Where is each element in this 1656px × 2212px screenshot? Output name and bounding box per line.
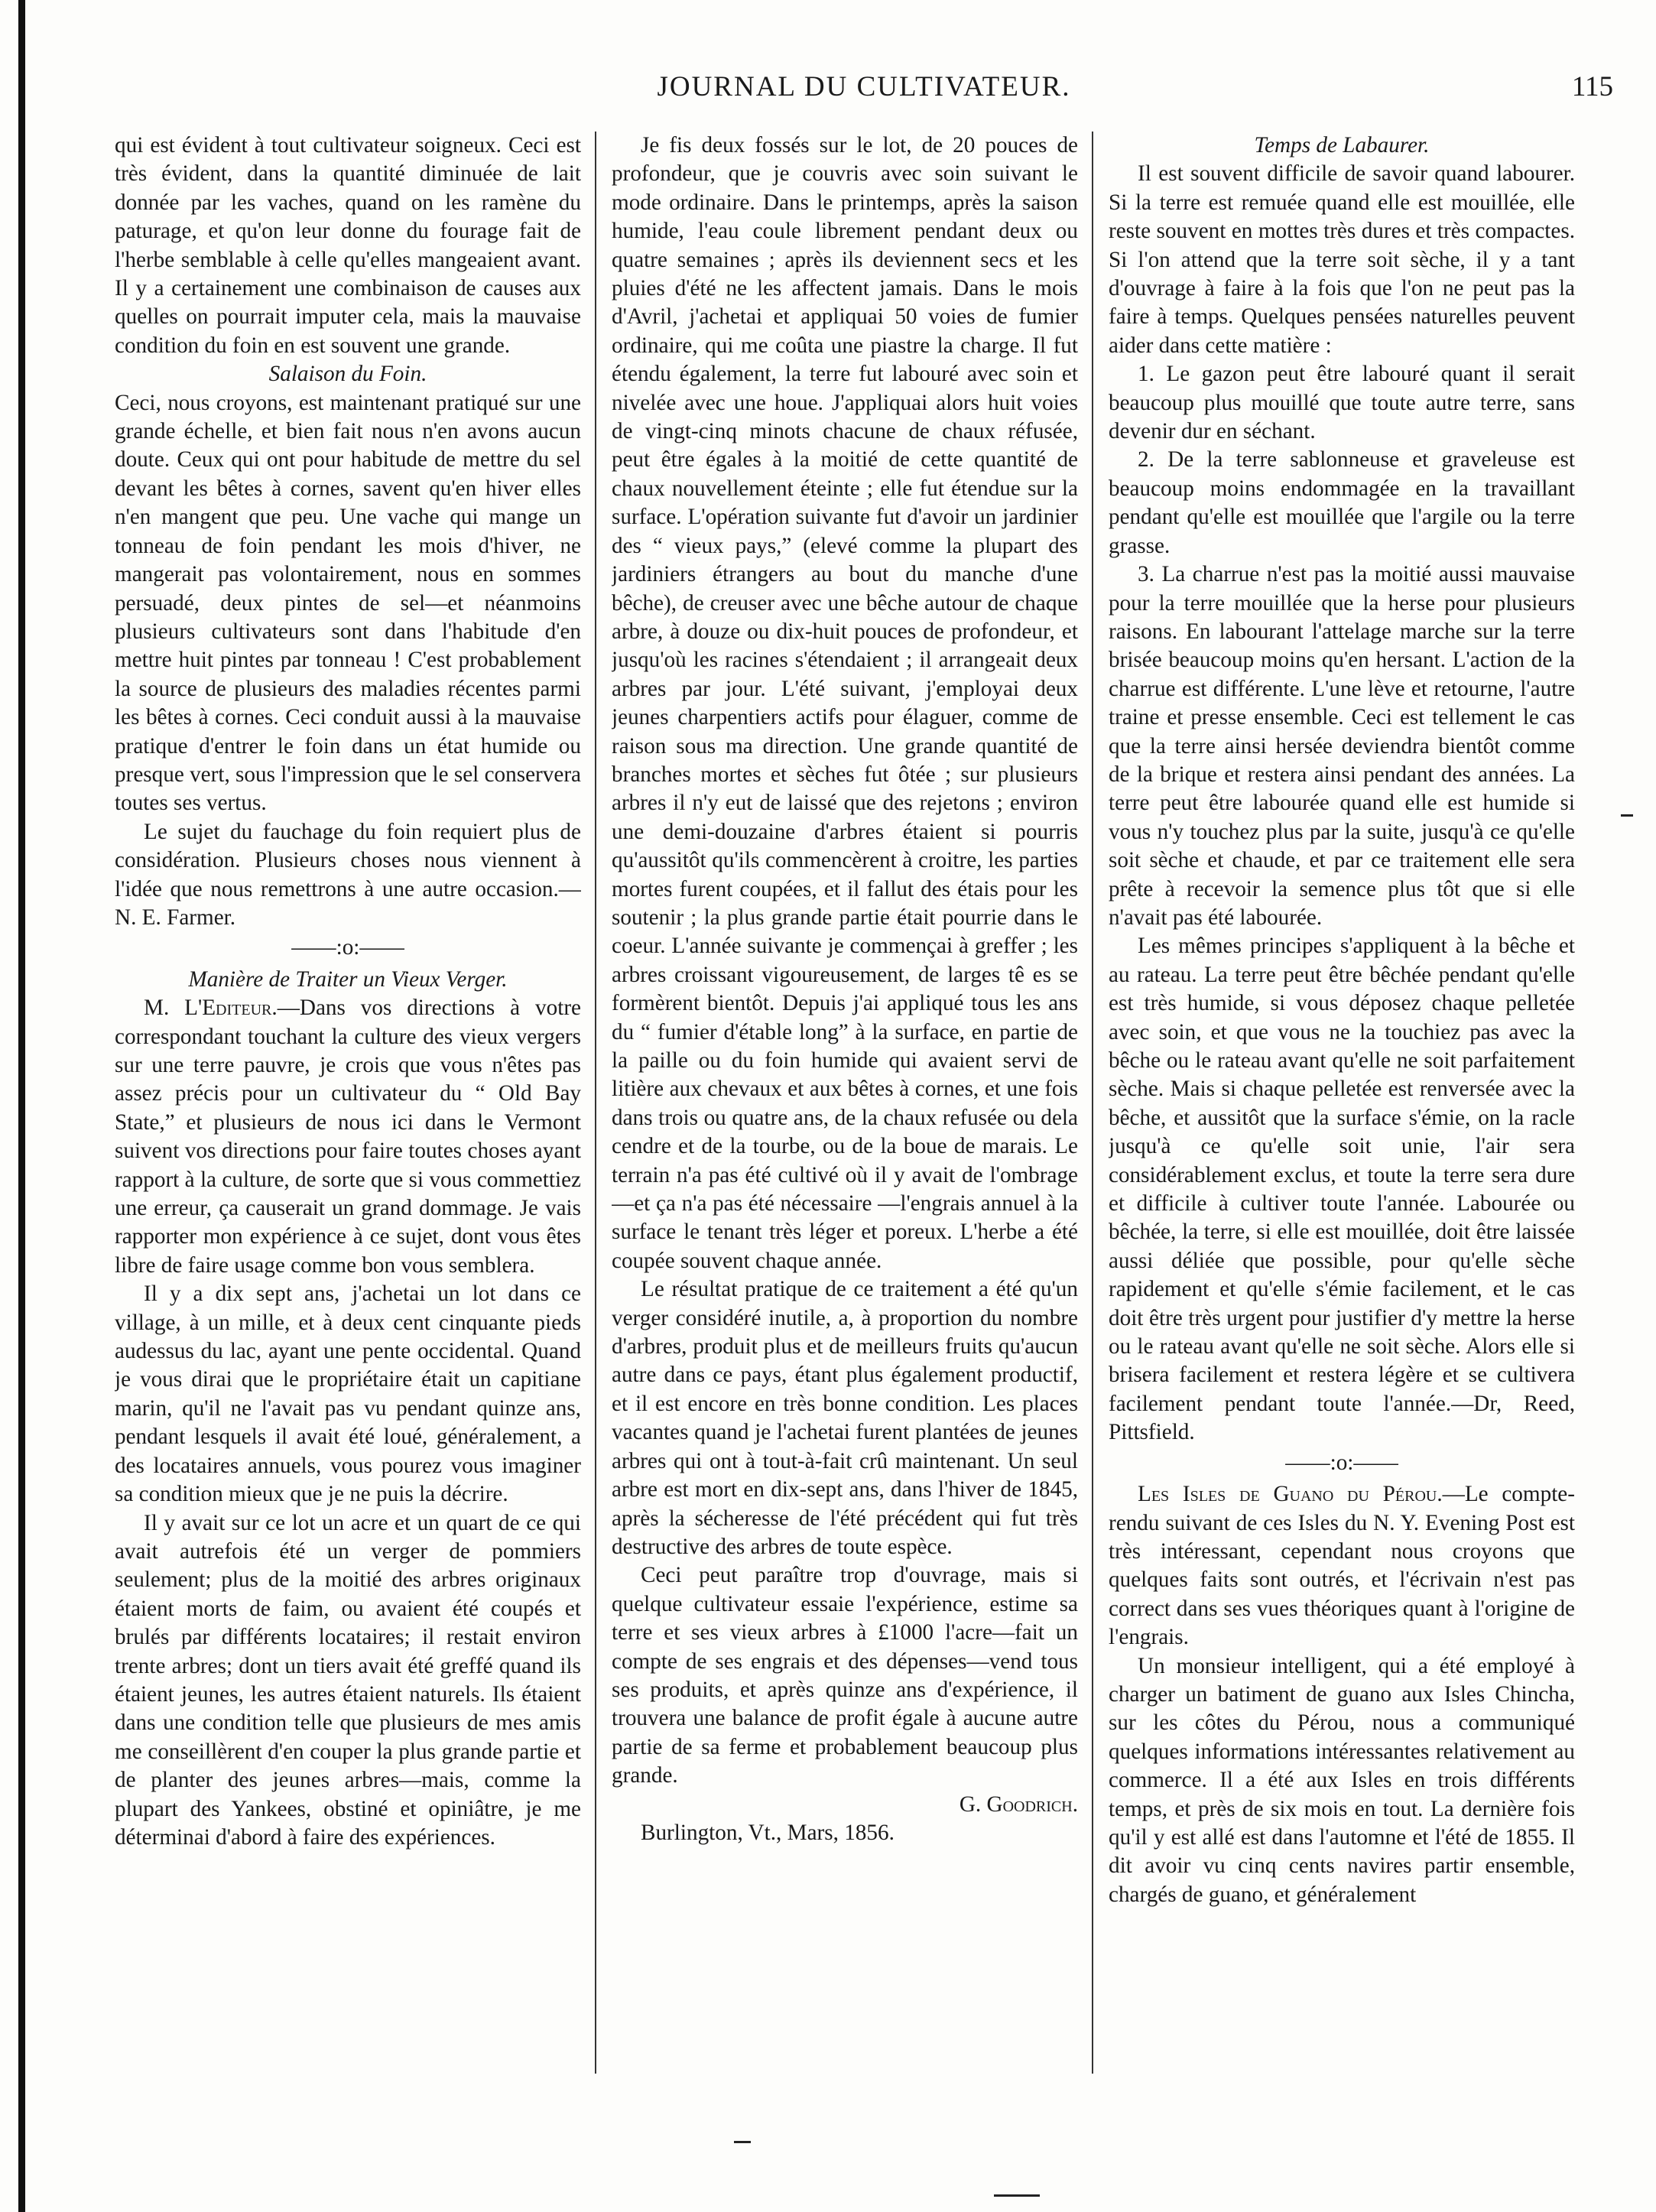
paragraph: Il y avait sur ce lot un acre et un quart de ce qui avait autrefois été un verger de pommiers seulement; plus de la moitié des arbres originaux étaient morts de faim, ou avaient été coupés et brulés par différents locataires; il restait environ trente arbres; dont un tiers avait été greffé quand ils étaient jeunes, les autres étaient naturels. Ils étaient dans une condition telle que plusieurs de mes amis me conseillèrent d'en couper la plus grande partie et de planter des jeunes arbres—mais, comme la plupart des Yankees, obstiné et opiniâtre, je me déterminai d'abord à faire des expériences. — [115, 1510, 581, 1850]
binding-edge — [18, 0, 25, 2212]
ink-mark — [1621, 814, 1633, 817]
page-header — [115, 67, 1613, 106]
column-middle — [612, 132, 1078, 2135]
paragraph: 1. Le gazon peut être labouré quant il serait beaucoup plus mouillé que toute autre terre, sans devenir dur en séchant. — [1109, 362, 1575, 444]
section-heading: Salaison du Foin. — [268, 362, 427, 387]
paragraph-text: —Dans vos directions à votre correspondant touchant la culture des vieux vergers sur une terre pauvre, je crois que vous n'êtes pas assez précis pour un cultivateur du “ Old Bay State,” et plusieurs de nous ici dans le Vermont suivent vos directions pour faire toutes choses ayant rapport à la culture, de sorte que si vous commettiez une erreur, ça causerait un grand dommage. Je vais rapporter mon expérience à ce sujet, dont vous êtes libre de faire usage comme bon vous semblera. — [115, 996, 581, 1278]
separator: ——:o:—— — [1285, 1450, 1398, 1475]
signature — [612, 1791, 1078, 1819]
article-paragraph — [1109, 1480, 1575, 1652]
paragraph: qui est évident à tout cultivateur soigneux. Ceci est très évident, dans la quantité diminuée de lait donnée par les vaches, quand on les ramène du paturage, et qu'on leur donne du fourage fait de l'herbe semblable à celle qu'elles mangeaient avant. Il y a certainement une combinaison de causes aux quelles on pourrait imputer cela, mais la mauvaise condition du foin en est souvent une grande. — [115, 133, 581, 358]
paragraph: 3. La charrue n'est pas la moitié aussi mauvaise pour la terre mouillée que la herse pour plusieurs raisons. En labourant l'attelage marche sur la terre brisée beaucoup moins qu'en hersant. L'action de la charrue est différente. L'une lève et retourne, l'autre traine et presse ensemble. Ceci est tellement le cas que la terre ainsi hersée deviendra bientôt comme de la brique et restera ainsi pendant des années. La terre peut être labourée quand elle est humide si vous n'y touchez plus par la suite, jusqu'à ce qu'elle soit sèche et chaude, et par ce traitement elle sera prête à recevoir la semence plus tôt que si elle n'avait pas été labourée. — [1109, 562, 1575, 930]
dateline: Burlington, Vt., Mars, 1856. — [641, 1820, 895, 1845]
column-right — [1109, 132, 1575, 2135]
paragraph: Je fis deux fossés sur le lot, de 20 pouces de profondeur, que je couvris avec soin suivant le mode ordinaire. Dans le printemps, après la saison humide, l'eau coule librement pendant deux ou quatre semaines ; après ils deviennent secs et les pluies d'été ne les affectent jamais. Dans le mois d'Avril, j'achetai et appliquai 50 voies de fumier ordinaire, qui me coûta une piastre la charge. Il fut étendu également, la terre fut labouré avec soin et nivelée avec une houe. J'appliquai alors huit voies de vingt-cinq minots chacune de chaux réfusée, peut être égales à la moitié de cette quantité de chaux nouvellement éteinte ; elle fut étendue sur la surface. L'opération suivante fut d'avoir un jardinier des “ vieux pays,” (elevé comme la plupart des jardiniers étrangers au bout du manche d'une bêche), de creuser avec une bêche autour de chaque arbre, à douze ou dix-huit pouces de profondeur, et jusqu'où les racines s'étendaient ; il arrangeait deux arbres par jour. L'été suivant, j'employai deux jeunes charpentiers actifs pour élaguer, comme de raison sous ma direction. Une grande quantité de branches mortes et sèches fut ôtée ; sur plusieurs arbres il n'y eut de laissé que des rejetons ; environ une demi-douzaine d'arbres étaient si pourris qu'aussitôt qu'ils commencèrent à croitre, les parties mortes furent coupées, et il fallut des étais pour les soutenir ; la plus grande partie était pourrie dans le coeur. L'année suivante je commençai à greffer ; les arbres croissant vigoureusement, de larges tê es se formèrent bientôt. Depuis j'ai appliqué tous les ans du “ fumier d'étable long” à la surface, en partie de la paille ou du foin humide qui avaient servi de litière aux chevaux et aux bêtes à cornes, et une fois dans trois ou quatre ans, de la chaux refusée ou dela cendre et de la tourbe, ou de la boue de marais. Le terrain n'a pas été cultivé où il y avait de l'ombrage—et ça n'a pas été nécessaire —l'engrais annuel à la surface le tenant très léger et poreux. L'herbe a été coupée souvent chaque année. — [612, 133, 1078, 1273]
separator: ——:o:—— — [291, 935, 404, 960]
journal-title: JOURNAL DU CULTIVATEUR. — [657, 71, 1071, 102]
ink-mark — [994, 2194, 1040, 2197]
letter-paragraph — [115, 994, 581, 1280]
author-name: G. Goodrich. — [959, 1791, 1078, 1817]
paragraph: 2. De la terre sablonneuse et graveleuse est beaucoup moins endommagée en la travaillant pendant qu'elle est mouillée que l'argile ou la terre grasse. — [1109, 447, 1575, 558]
paragraph: Il y a dix sept ans, j'achetai un lot dans ce village, à un mille, et à deux cent cinquante pieds audessus du lac, ayant une pente occidental. Quand je vous dirai que le propriétaire était un capitiane marin, qu'il ne l'avait pas vu pendant quinze ans, pendant lesquels il avait été loué, généralement, a des locataires annuels, vous pourez vous imaginer sa condition mieux que je ne puis la décrire. — [115, 1281, 581, 1507]
paragraph: Ceci, nous croyons, est maintenant pratiqué sur une grande échelle, et bien fait nous n'en avons aucun doute. Ceux qui ont pour habitude de mettre du sel devant les bêtes à cornes, savent qu'en hiver elles n'en mangent que peu. Une vache qui mange un tonneau de foin pendant les mois d'hiver, ne mangerait pas volontairement, nous en sommes persuadé, deux pintes de sel—et néanmoins plusieurs cultivateurs sont dans l'habitude d'en mettre huit pintes par tonneau ! C'est probablement la source de plusieurs des maladies récentes parmi les bêtes à cornes. Ceci conduit aussi à la mauvaise pratique d'entrer le foin dans un état humide ou presque vert, sous l'impression que le sel conservera toutes ses vertus. — [115, 390, 581, 816]
section-heading: Manière de Traiter un Vieux Verger. — [188, 966, 508, 992]
paragraph: Il est souvent difficile de savoir quand labourer. Si la terre est remuée quand elle est mouillée, elle reste souvent en mottes très dures et très compactes. Si l'on attend que la terre soit sèche, il y a tant d'ouvrage à faire à la fois que l'on ne peut pas la faire à temps. Quelques pensées naturelles peuvent aider dans cette matière : — [1109, 161, 1575, 358]
paragraph: Les mêmes principes s'appliquent à la bêche et au rateau. La terre peut être bêchée pendant qu'elle est très humide, si vous déposez chaque pelletée avec soin, et que vous ne la touchiez pas avec la bêche ou le rateau avant qu'elle ne soit parfaitement sèche. Mais si chaque pelletée est renversée avec la bêche, et aussitôt que la surface s'émie, on la racle jusqu'à ce qu'elle soit unie, l'air sera considérablement exclus, et toute la terre sera dure et difficile à cultiver toute l'année. Labourée ou bêchée, la terre, si elle est mouillée, doit être laissée aussi déliée que possible, pour qu'elle sèche rapidement et qu'elle s'émie facilement, et le cas doit être très urgent pour justifier d'y mettre la herse ou le rateau avant qu'elle ne soit sèche. Alors elle si brisera facilement et restera légère et se cultivera facilement pendant toute l'année.—Dr, Reed, Pittsfield. — [1109, 934, 1575, 1445]
paragraph-text: —Le compte-rendu suivant de ces Isles du N. Y. Evening Post est très intéressant, cependant nous croyons que quelques faits sont outrés, et l'écrivain n'est pas correct dans ses vues théoriques quant à l'origine de l'engrais. — [1109, 1482, 1575, 1650]
salutation: M. L'Editeur. — [144, 996, 278, 1021]
paragraph: Ceci peut paraître trop d'ouvrage, mais si quelque cultivateur essaie l'expérience, estime sa terre et ses vieux arbres à £1000 l'acre—fait un compte de ses engrais et des dépenses—vend tous ses produits, et après quinze ans d'expérience, il trouvera une balance de profit égale à aucune autre partie de sa ferme et probablement beaucoup plus grande. — [612, 1563, 1078, 1788]
column-rule — [595, 132, 596, 2074]
column-left — [115, 132, 581, 2135]
column-rule — [1092, 132, 1093, 2074]
page-number: 115 — [1571, 71, 1613, 102]
paragraph: Le sujet du fauchage du foin requiert plus de considération. Plusieurs choses nous viennent à l'idée que nous remettrons à une autre occasion.—N. E. Farmer. — [115, 819, 581, 930]
article-heading: Les Isles de Guano du Pérou. — [1138, 1482, 1443, 1507]
ink-mark — [734, 2141, 751, 2143]
paragraph: Le résultat pratique de ce traitement a été qu'un verger considéré inutile, a, à proportion du nombre d'arbres, produit plus et de meilleurs fruits qu'aucun autre dans ce pays, étant plus également productif, et il est encore en très bonne condition. Les places vacantes quand je l'achetai furent plantées de jeunes arbres qui ont à tout-à-fait crû maintenant. Un seul arbre est mort en dix-sept ans, dans l'hiver de 1845, après la sécheresse de l'été précédent qui fut très destructive des arbres de toute espèce. — [612, 1277, 1078, 1559]
paragraph: Un monsieur intelligent, qui a été employé à charger un batiment de guano aux Isles Chincha, sur les côtes du Pérou, nous a communiqué quelques informations intéressantes relativement au commerce. Il a été aux Isles en trois différents temps, et près de six mois en tout. La dernière fois qu'il y est allé est dans l'automne et l'été de 1855. Il dit avoir vu cinq cents navires partir ensemble, chargés de guano, et généralement — [1109, 1653, 1575, 1907]
section-heading: Temps de Labaurer. — [1254, 133, 1430, 158]
